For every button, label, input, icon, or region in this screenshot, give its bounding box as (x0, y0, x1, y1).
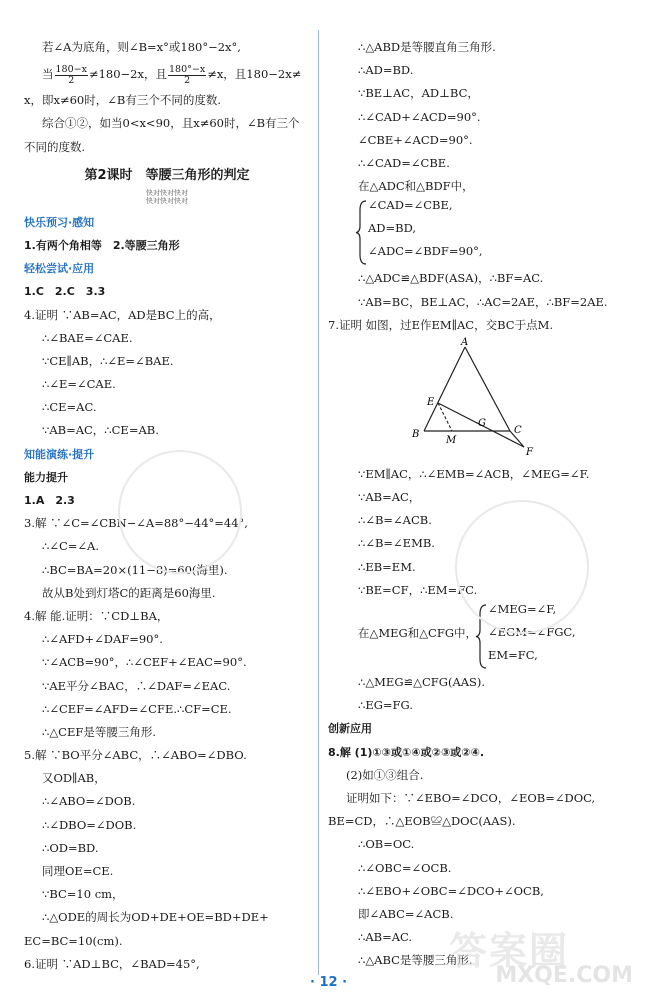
faint-stamp-circle (118, 450, 242, 574)
text-line: ∵BE=CF，∴EM=FC. (358, 582, 478, 597)
numerator: 180°−x (168, 63, 206, 75)
text-line: 6.证明 ∵AD⊥BC，∠BAD=45°, (24, 956, 200, 971)
text-line: ∴EB=EM. (358, 559, 416, 574)
text-line: 3.解 ∵∠C=∠CBN−∠A=88°−44°=44°, (24, 516, 248, 531)
section-heading: 轻松尝试·应用 (24, 262, 95, 276)
brace-line: ∠EGM=∠FGC, (488, 625, 576, 639)
text-line: ∴AD=BD. (358, 63, 414, 78)
numerator: 180−x (55, 63, 87, 75)
text-line: 8.解 (1)①③或①④或②③或②④. (328, 745, 485, 759)
text-line: ∴△CEF是等腰三角形. (42, 724, 156, 739)
text-line: 1.A 2.3 (24, 494, 75, 507)
text-line: BE=CD，∴△EOB≌△DOC(AAS). (328, 814, 516, 829)
fraction (168, 65, 206, 86)
text-line: ∴△ABD是等腰直角三角形. (358, 40, 496, 54)
text-line: x，即x≠60时，∠B有三个不同的度数. (24, 93, 221, 108)
text-line: (2)如①③组合. (346, 767, 424, 782)
text-line: 即∠ABC=∠ACB. (358, 906, 454, 921)
text-line: 不同的度数. (24, 139, 86, 154)
text-line: ∴BC=BA=20×(11−8)=60(海里). (42, 562, 228, 577)
text-line: ∴∠E=∠CAE. (42, 377, 116, 392)
text-line: ∴∠ABO=∠DOB. (42, 794, 136, 809)
text-line: 7.证明 如图，过E作EM∥AC，交BC于点M. (328, 317, 554, 332)
label-C: C (514, 424, 522, 436)
text-line: ∵AB=AC，∴CE=AB. (42, 423, 159, 438)
text-line: ∵EM∥AC，∴∠EMB=∠ACB，∠MEG=∠F. (358, 466, 590, 481)
text-line: ∴∠EBO+∠OBC=∠DCO+∠OCB, (358, 883, 544, 898)
section-heading: 知能演练·提升 (24, 447, 95, 461)
label-B: B (412, 428, 420, 440)
text-line: ∴∠B=∠ACB. (358, 513, 432, 528)
text-line: ∵AE平分∠BAC，∴∠DAF=∠EAC. (42, 678, 231, 693)
text-line: 又OD∥AB， (42, 771, 106, 786)
faint-stamp-circle (455, 500, 589, 634)
section-heading: 快乐预习·感知 (24, 215, 95, 229)
text-line: ∴EG=FG. (358, 698, 413, 713)
text-line: ∴OD=BD. (42, 840, 99, 855)
label-M: M (446, 434, 457, 446)
brace-line: ∠CAD=∠CBE, (368, 198, 453, 213)
text-line: 1.C 2.C 3.3 (24, 285, 106, 299)
text-line: ∴∠CEF=∠AFD=∠CFE.∴CF=CE. (42, 701, 232, 716)
text-line: 4.解 能.证明：∵CD⊥BA， (24, 608, 169, 623)
text-line: EC=BC=10(cm). (24, 933, 123, 948)
column-divider (318, 30, 319, 975)
text-line: ∴∠BAE=∠CAE. (42, 330, 133, 345)
text-line: 证明如下：∵∠EBO=∠DCO，∠EOB=∠DOC, (346, 790, 596, 805)
subsection-heading: 能力提升 (24, 470, 68, 484)
geometry-diagram (328, 337, 634, 463)
right-column (328, 36, 634, 972)
text-line: ∴∠CAD+∠ACD=90°. (358, 109, 481, 124)
text-line: ∵BE⊥AC，AD⊥BC， (358, 86, 479, 101)
brace-line: ∠ADC=∠BDF=90°, (368, 244, 483, 259)
text-line: ∴△ABC是等腰三角形. (358, 953, 473, 968)
label-E: E (427, 396, 435, 408)
text-line: ∠CBE+∠ACD=90°. (358, 132, 473, 147)
text-line: ∵BC=10 cm， (42, 887, 124, 902)
text-line: ∴∠B=∠EMB. (358, 536, 435, 551)
text-line: 若∠A为底角，则∠B=x°或180°−2x°, (42, 40, 241, 54)
denominator: 2 (184, 74, 191, 86)
text-line: 综合①②，如当0<x<90，且x≠60时，∠B有三个 (42, 116, 300, 131)
brace-prefix: 在△MEG和△CFG中， (358, 626, 478, 640)
text-fragment: ≠x，且180−2x≠ (207, 67, 302, 82)
text-line: ∵AB=AC， (358, 490, 421, 505)
text-line: ∴CE=AC. (42, 400, 97, 415)
stamp-text (24, 189, 310, 211)
brace-line: EM=FC, (488, 648, 538, 662)
text-line: ∴∠C=∠A. (42, 539, 99, 554)
segment-AC (465, 347, 510, 431)
text-line: ∴∠AFD+∠DAF=90°. (42, 632, 163, 647)
brace-system (328, 198, 634, 267)
text-line: ∴∠CAD=∠CBE. (358, 155, 450, 170)
label-A: A (461, 336, 469, 348)
text-fragment: ≠180−2x，且 (88, 67, 167, 82)
subsection-heading: 创新应用 (328, 722, 372, 736)
text-line: ∴△ADC≌△BDF(ASA)，∴BF=AC. (358, 271, 544, 286)
denominator: 2 (68, 74, 75, 86)
stamp-line: 快对快对快对 (146, 188, 188, 197)
text-line: ∴△MEG≌△CFG(AAS). (358, 675, 486, 689)
text-line: ∵∠ACB=90°，∴∠CEF+∠EAC=90°. (42, 655, 247, 670)
watermark-main: 答案圈 (449, 929, 570, 973)
text-line: ∵CE∥AB，∴∠E=∠BAE. (42, 353, 174, 368)
fraction-line (24, 59, 310, 89)
label-G: G (478, 417, 486, 429)
brace-line: ∠MEG=∠F, (488, 602, 557, 616)
brace-line: AD=BD, (368, 221, 417, 236)
text-line: 在△ADC和△BDF中， (358, 179, 474, 194)
text-line: 故从B处到灯塔C的距离是60海里. (42, 585, 216, 600)
text-line: ∴AB=AC. (358, 930, 413, 945)
text-line: 5.解 ∵BO平分∠ABC，∴∠ABO=∠DBO. (24, 748, 247, 763)
fraction (55, 65, 88, 86)
text-line: ∴OB=OC. (358, 837, 415, 852)
page-number: · 12 · (309, 975, 348, 990)
label-F: F (526, 446, 533, 458)
text-line: 1.有两个角相等 2.等腰三角形 (24, 238, 180, 252)
stamp-line: 快对快对快对 (146, 196, 188, 205)
watermark-sub: MXQE.COM (495, 963, 633, 988)
text-line: ∴∠DBO=∠DOB. (42, 817, 137, 832)
segment-AB (424, 347, 465, 431)
triangle-figure (328, 337, 634, 463)
text-fragment: 当 (42, 67, 54, 82)
text-line: ∴∠OBC=∠OCB. (358, 860, 452, 875)
text-line: ∴△ODE的周长为OD+DE+OE=BD+DE+ (42, 910, 269, 925)
text-line: ∵AB=BC，BE⊥AC，∴AC=2AE，∴BF=2AE. (358, 294, 608, 309)
text-line: 4.证明 ∵AB=AC，AD是BC上的高， (24, 307, 221, 322)
text-line: 同理OE=CE. (42, 864, 114, 878)
lesson-title: 第2课时 等腰三角形的判定 (84, 167, 250, 183)
